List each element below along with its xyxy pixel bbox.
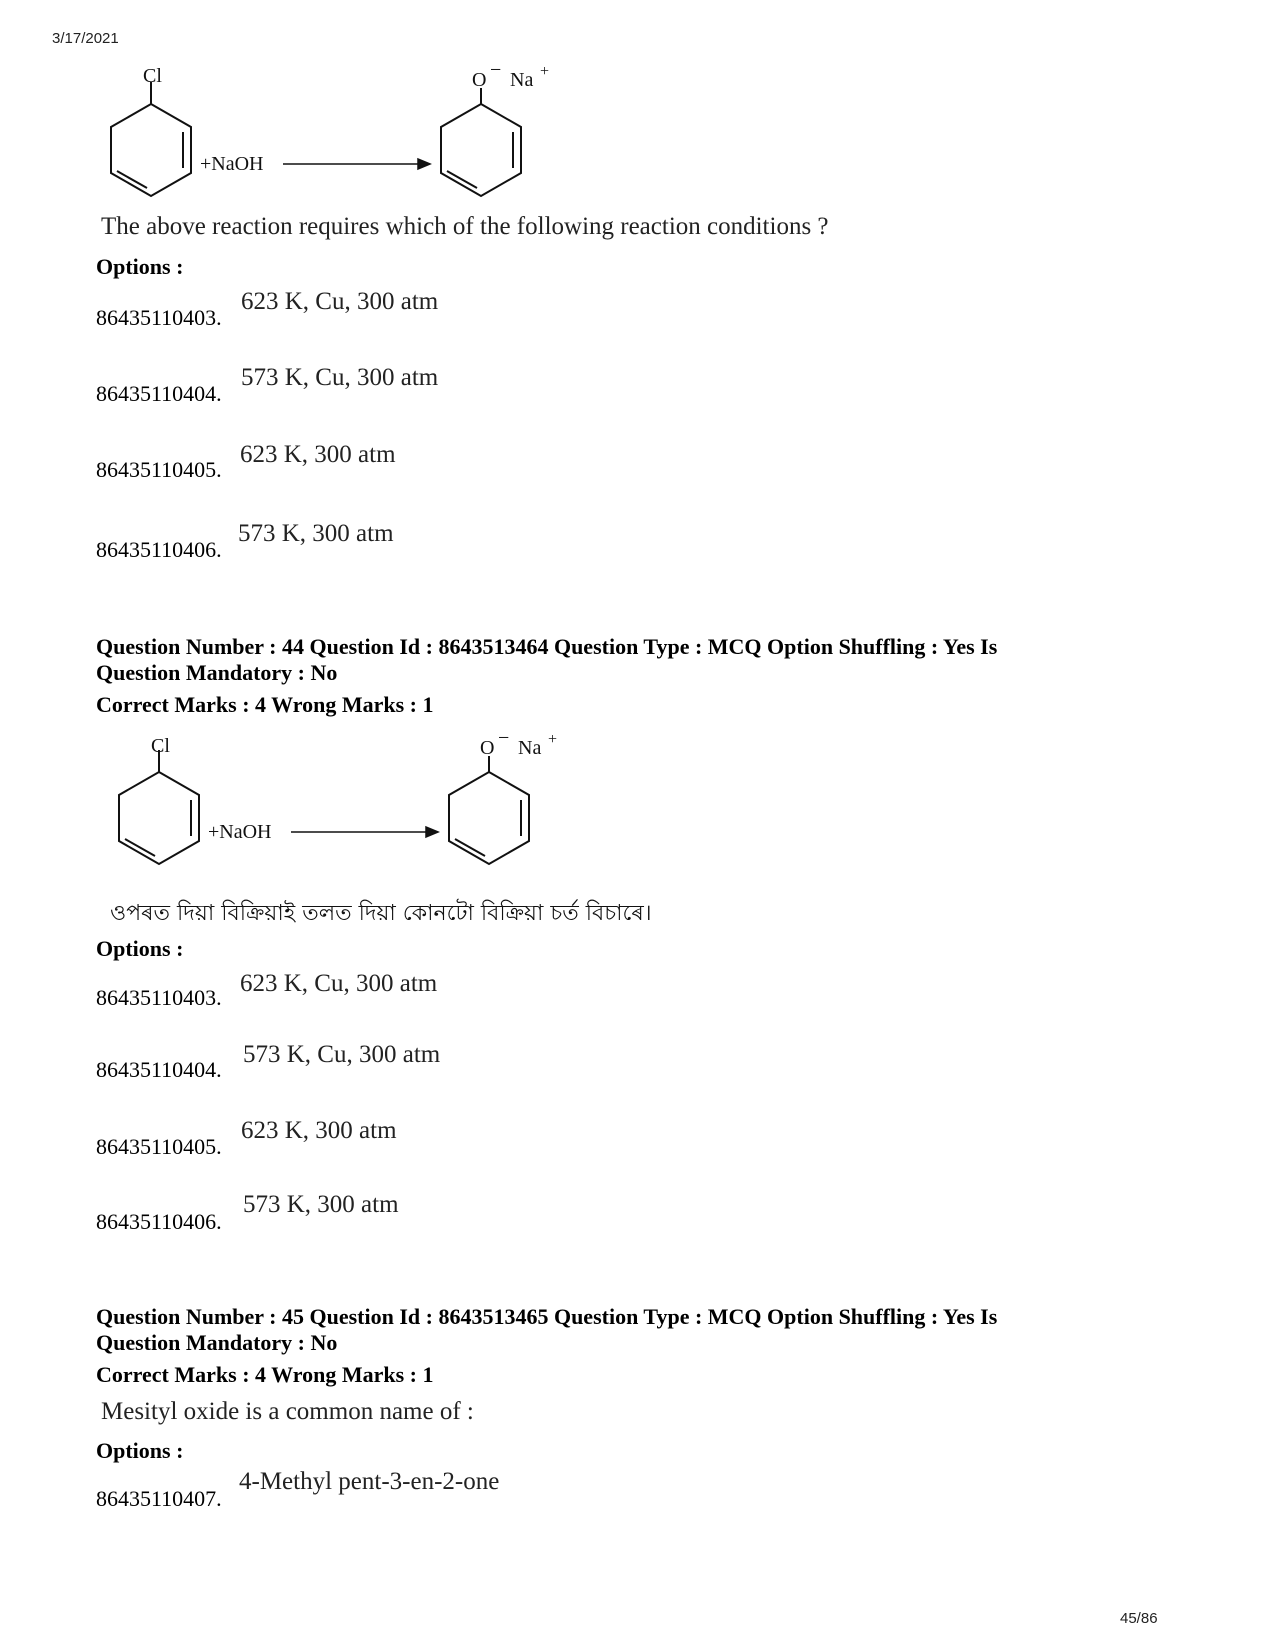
q45-meta-line1: Question Number : 45 Question Id : 8643513465 Question Type : MCQ Option Shuffling : Yes Is — [96, 1304, 998, 1329]
q44-option-1-id: 86435110403. — [96, 985, 222, 1010]
product-plus: + — [548, 731, 558, 748]
question-45-text: Mesityl oxide is a common name of : — [101, 1398, 474, 1425]
q45-options-label: Options : — [96, 1438, 184, 1463]
product-sodium: Na — [510, 69, 534, 91]
q43-option-2-text: 573 K, Cu, 300 atm — [241, 364, 439, 391]
product-oxygen: O — [472, 69, 487, 91]
q45-option-1-text: 4-Methyl pent-3-en-2-one — [239, 1468, 500, 1495]
q43-option-3-id: 86435110405. — [96, 457, 222, 482]
q44-marks: Correct Marks : 4 Wrong Marks : 1 — [96, 692, 434, 717]
q44-meta-line1: Question Number : 44 Question Id : 8643513464 Question Type : MCQ Option Shuffling : Yes Is — [96, 634, 998, 659]
reagent-label: +NaOH — [200, 153, 264, 175]
page-number: 45/86 — [1120, 1610, 1158, 1627]
q44-option-3-id: 86435110405. — [96, 1134, 222, 1159]
question-44-text: ওপৰত দিয়া বিক্ৰিয়াই তলত দিয়া কোনটো বিক্ৰিয়া চৰ্ত বিচাৰে। — [110, 901, 652, 926]
q44-option-4-text: 573 K, 300 atm — [243, 1191, 399, 1218]
q43-option-4-id: 86435110406. — [96, 537, 222, 562]
q44-meta-line2: Question Mandatory : No — [96, 660, 338, 685]
q43-option-1-text: 623 K, Cu, 300 atm — [241, 288, 439, 315]
product-oxygen: O — [480, 737, 495, 759]
q45-meta-line2: Question Mandatory : No — [96, 1330, 338, 1355]
q43-option-1-id: 86435110403. — [96, 305, 222, 330]
product-sodium: Na — [518, 737, 542, 759]
q44-option-4-id: 86435110406. — [96, 1209, 222, 1234]
q44-option-3-text: 623 K, 300 atm — [241, 1117, 397, 1144]
q43-option-3-text: 623 K, 300 atm — [240, 441, 396, 468]
q43-option-2-id: 86435110404. — [96, 381, 222, 406]
q43-options-label: Options : — [96, 254, 184, 279]
reaction-diagram-q43 — [100, 60, 570, 210]
q43-option-4-text: 573 K, 300 atm — [238, 520, 394, 547]
reaction-arrow — [291, 827, 438, 837]
q45-marks: Correct Marks : 4 Wrong Marks : 1 — [96, 1362, 434, 1387]
q45-option-1-id: 86435110407. — [96, 1486, 222, 1511]
phenoxide-structure — [449, 756, 529, 864]
q44-option-2-id: 86435110404. — [96, 1057, 222, 1082]
chlorobenzene-structure — [111, 82, 191, 196]
product-minus: − — [498, 728, 510, 749]
q44-options-label: Options : — [96, 936, 184, 961]
product-plus: + — [540, 63, 550, 80]
q44-option-2-text: 573 K, Cu, 300 atm — [243, 1041, 441, 1068]
reaction-arrow — [283, 159, 430, 169]
reagent-label: +NaOH — [208, 821, 272, 843]
phenoxide-structure — [441, 88, 521, 196]
product-minus: − — [490, 60, 502, 81]
chlorobenzene-structure — [119, 750, 199, 864]
print-date: 3/17/2021 — [52, 30, 119, 47]
reactant-substituent: Cl — [143, 65, 162, 87]
q44-option-1-text: 623 K, Cu, 300 atm — [240, 970, 438, 997]
reaction-diagram-q44 — [108, 728, 578, 878]
reactant-substituent: Cl — [151, 735, 170, 757]
question-43-text: The above reaction requires which of the following reaction conditions ? — [101, 213, 829, 240]
